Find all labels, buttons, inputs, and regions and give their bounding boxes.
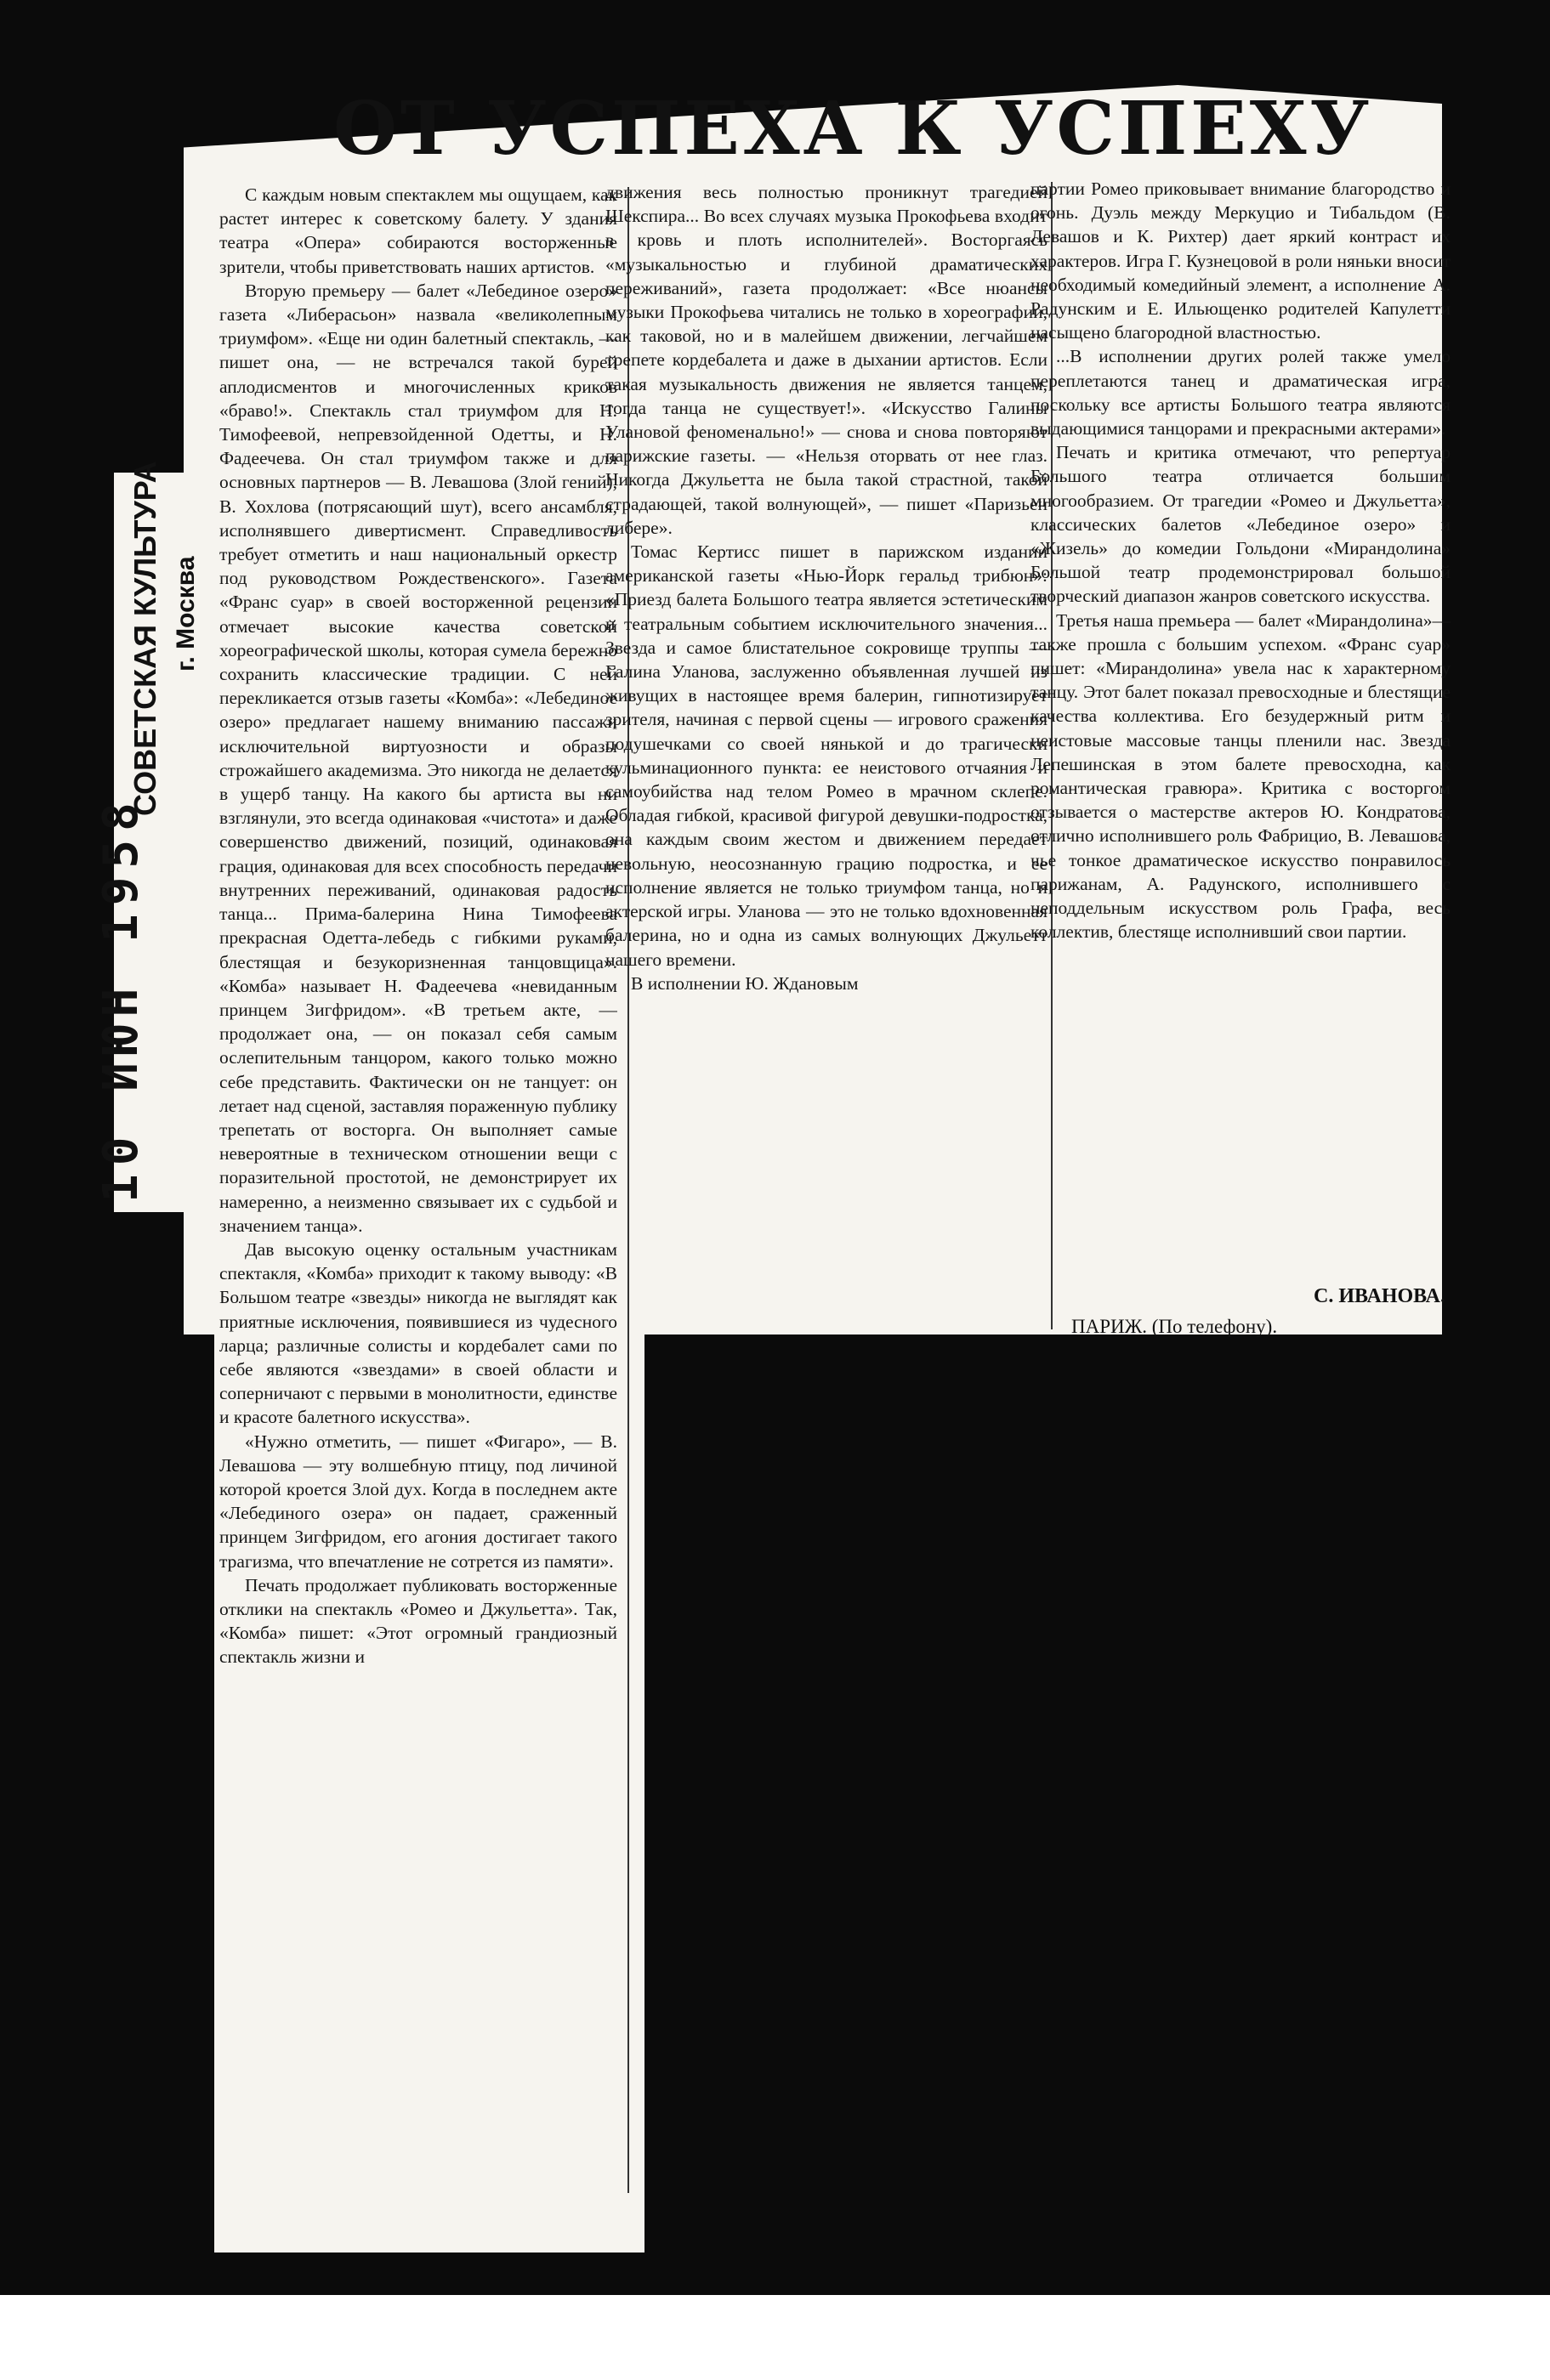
article-column-2 (605, 180, 1048, 1345)
column-1-paragraph: «Нужно отметить, — пишет «Фигаро», — В. Левашова — эту волшебную птицу, под личиной которой кроется Злой дух. Когда в последнем акте «Лебединого озера» он падает, сраженный принцем Зигфридом, его агония достигает такого трагизма, что впечатление не сотрется из памяти». (219, 1431, 617, 1572)
newspaper-name: СОВЕТСКАЯ КУЛЬТУРА (128, 461, 162, 816)
column-3-paragraph: партии Ромео приковывает внимание благородство и огонь. Дуэль между Меркуцио и Тибальдом (В. Левашов и К. Рихтер) дает яркий контраст их характеров. Игра Г. Кузнецовой в роли няньки вносит необходимый комедийный элемент, а исполнение А. Радунским и Е. Ильющенко родителей Капулетти насыщено благородной властностью. (1030, 178, 1451, 343)
article-column-3 (1030, 177, 1451, 1282)
article-headline: ОТ УСПЕХА К УСПЕХУ (333, 86, 1373, 172)
column-1-paragraph: Дав высокую оценку остальным участникам спектакля, «Комба» приходит к такому выводу: «В Большом театре «звезды» никогда не выглядят как приятные исключения, появившиеся из чудесного ларца; различные солисты и кордебалет сами по себе являются «звездами» в своей области и соперничают с первыми в монолитности, единстве и красоте балетного искусства». (219, 1238, 617, 1428)
column-1-paragraph: С каждым новым спектаклем мы ощущаем, как растет интерес к советскому балету. У здания театра «Опера» собираются восторженные зрители, чтобы приветствовать наших артистов. (219, 184, 617, 277)
column-3-paragraph: Печать и критика отмечают, что репертуар Большого театра отличается большим многообразием. От трагедии «Ромео и Джульетта», классических балетов «Лебединое озеро» и «Жизель» до комедии Гольдони «Мирандолина» Большой театр продемонстрировал большой творческий диапазон жанров советского искусства. (1030, 442, 1451, 607)
article-column-1 (219, 183, 617, 2214)
column-1-paragraph: Вторую премьеру — балет «Лебединое озеро» газета «Либерасьон» назвала «великолепным триумфом». «Еще ни один балетный спектакль, — пишет она, — не встречался такой бурей аплодисментов и многочисленных криков «браво!». Спектакль стал триумфом для Н. Тимофеевой, непревзойденной Одетты, и Н. Фадеечева. Он стал триумфом также и для основных партнеров — В. Левашова (Злой гений), В. Хохлова (потрясающий шут), всего ансамбля, исполнявшего дивертисмент. Справедливость требует отметить и наш национальный оркестр под руководством Рождественского». Газета «Франс суар» в своей восторженной рецензии отмечает высокие качества советской хореографической школы, которая сумела бережно сохранить классические традиции. С ней перекликается отзыв газеты «Комба»: «Лебединое озеро» предлагает нашему вниманию пассажи исключительной виртуозности и образы строжайшего академизма. Это никогда не делается в ущерб танцу. На какого бы артиста вы ни взглянули, это всегда одинаковая «чистота» и даже совершенство движений, позиций, одинаковая грация, одинаковая для всех способность передачи внутренних переживаний, одинаковая радость танца... Прима-балерина Нина Тимофеева прекрасная Одетта-лебедь с гибкими руками, блестящая и безукоризненная танцовщица». «Комба» называет Н. Фадеечева «невиданным принцем Зигфридом». «В третьем акте, — продолжает она, — он показал себя самым ослепительным танцором, какого только можно себе представить. Фактически он не танцует: он летает над сценой, заставляя пораженную публику трепетать от восторга. Он выполняет самые невероятные в техническом отношении вещи с поразительной простотой, не демонстрирует их намеренно, а неизменно связывает их с судьбой и значением танца». (219, 280, 617, 1236)
byline-place: ПАРИЖ. (По телефону). (1071, 1316, 1278, 1337)
page-margin (0, 2295, 1550, 2380)
column-2-paragraph: В исполнении Ю. Ждановым (631, 972, 859, 994)
byline-author: С. ИВАНОВА. (1314, 1285, 1445, 1307)
column-2-paragraph: движения весь полностью проникнут трагедией Шекспира... Во всех случаях музыка Прокофьева входит в кровь и плоть исполнителей». Восторгаясь «музыкальностью и глубиной драматических переживаний», газета продолжает: «Все нюансы музыки Прокофьева читались не только в хореографии, как таковой, но и в малейшем движении, легчайшем трепете кордебалета и даже в дыхании артистов. Если такая музыкальность движения не является танцем, тогда танца не существует!». «Искусство Галины Улановой феноменально!» — снова и снова повторяют парижские газеты. — «Нельзя оторвать от нее глаз. Никогда Джульетта не была такой страстной, такой страдающей, такой волнующей», — пишет «Паризьен либере». (605, 182, 1048, 538)
date-stamp: 10 ИЮН 1958 (94, 794, 149, 1203)
column-2-paragraph: Томас Кертисс пишет в парижском издании американской газеты «Нью-Йорк геральд трибюн»: «Приезд балета Большого театра является эстетическим и театральным событием исключительного значения... Звезда и самое блистательное сокровище труппы — Галина Уланова, заслуженно объявленная лучшей из живущих в настоящее время балерин, гипнотизирует зрителя, начиная с первой сцены — игрового сражения подушечками со своей нянькой и до трагически кульминационного пункта: ее неистового отчаяния и самоубийства над телом Ромео в мрачном склепе. Обладая гибкой, красивой фигурой девушки-подростка, она каждым своим жестом и движением передает невольную, неосознанную грацию подростка, и ее исполнение является не только триумфом танца, но и актерской игры. Уланова — это не только вдохновенная балерина, но и одна из самых волнующих Джульетт нашего времени. (605, 541, 1048, 970)
column-1-paragraph: Печать продолжает публиковать восторженные отклики на спектакль «Ромео и Джульетта». Так, «Комба» пишет: «Этот огромный грандиозный спектакль жизни и (219, 1574, 617, 1668)
column-3-paragraph: Третья наша премьера — балет «Мирандолина»—также прошла с большим успехом. «Франс суар» пишет: «Мирандолина» увела нас к характерному танцу. Этот балет показал превосходные и блестящие качества коллектива. Его безудержный ритм и неистовые массовые танцы пленили нас. Звезда Лепешинская в этом балете превосходна, как романтическая гравюра». Критика с восторгом отзывается о мастерстве актеров Ю. Кондратова, отлично исполнившего роль Фабрицио, В. Левашова, чье тонкое драматическое искусство понравилось парижанам, А. Радунского, исполнившего с неподдельным искусством роль Графа, весь коллектив, блестяще исполнивший свои партии. (1030, 609, 1451, 943)
column-3-paragraph: ...В исполнении других ролей также умело переплетаются танец и драматическая игра, поскольку все артисты Большого театра являются выдающимися танцорами и прекрасными актерами». (1030, 346, 1451, 439)
newspaper-city: г. Москва (172, 556, 200, 672)
